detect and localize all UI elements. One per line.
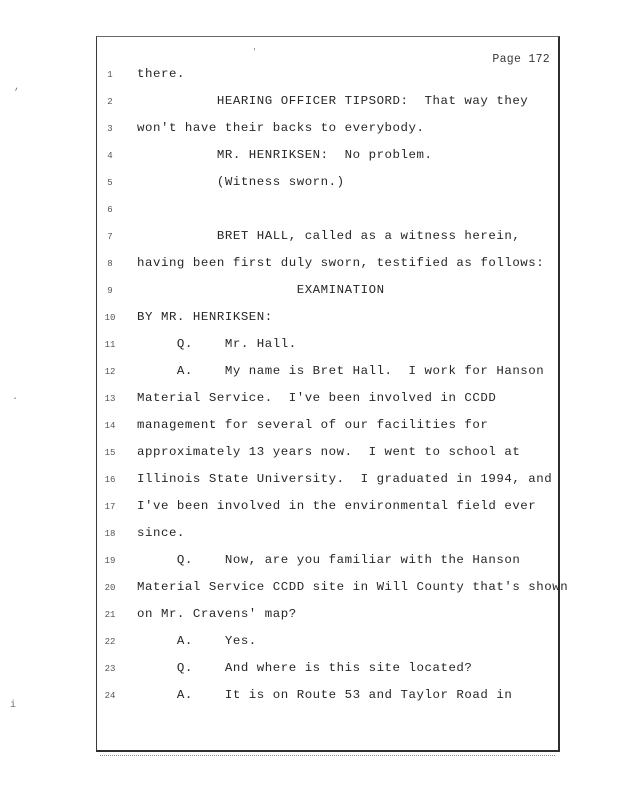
line-text: Q. And where is this site located? xyxy=(137,661,473,675)
line-text: Material Service. I've been involved in CCDD xyxy=(137,391,497,405)
line-text: BY MR. HENRIKSEN: xyxy=(137,310,273,324)
transcript-line xyxy=(0,687,618,707)
transcript-line xyxy=(0,579,618,599)
line-text: A. My name is Bret Hall. I work for Hanson xyxy=(137,364,545,378)
line-text: won't have their backs to everybody. xyxy=(137,121,425,135)
line-text: EXAMINATION xyxy=(137,283,385,297)
transcript-line xyxy=(0,228,618,248)
line-number: 1 xyxy=(107,70,113,80)
line-text: A. It is on Route 53 and Taylor Road in xyxy=(137,688,513,702)
page-number: Page 172 xyxy=(492,53,550,66)
line-text: since. xyxy=(137,526,185,540)
line-number: 24 xyxy=(104,691,116,701)
line-number: 3 xyxy=(107,124,113,134)
line-text: Material Service CCDD site in Will County that's shown xyxy=(137,580,569,594)
transcript-line xyxy=(0,201,618,221)
line-number: 14 xyxy=(104,421,116,431)
transcript-line xyxy=(0,66,618,86)
line-text: HEARING OFFICER TIPSORD: That way they xyxy=(137,94,529,108)
transcript-line xyxy=(0,120,618,140)
line-text: there. xyxy=(137,67,185,81)
line-number: 9 xyxy=(107,286,113,296)
line-number: 10 xyxy=(104,313,116,323)
transcript-line xyxy=(0,174,618,194)
transcript-line xyxy=(0,309,618,329)
line-text: Q. Mr. Hall. xyxy=(137,337,297,351)
line-text: on Mr. Cravens' map? xyxy=(137,607,297,621)
line-number: 18 xyxy=(104,529,116,539)
line-number: 21 xyxy=(104,610,116,620)
transcript-line xyxy=(0,606,618,626)
transcript-line xyxy=(0,93,618,113)
line-number: 12 xyxy=(104,367,116,377)
transcript-line xyxy=(0,363,618,383)
line-text: A. Yes. xyxy=(137,634,257,648)
scan-mark: ' xyxy=(252,48,257,57)
transcript-line xyxy=(0,336,618,356)
bottom-rule xyxy=(100,755,555,757)
transcript-line xyxy=(0,255,618,275)
line-number: 16 xyxy=(104,475,116,485)
line-text: BRET HALL, called as a witness herein, xyxy=(137,229,521,243)
margin-mark: . xyxy=(12,392,19,403)
line-text: (Witness sworn.) xyxy=(137,175,345,189)
line-number: 19 xyxy=(104,556,116,566)
line-number: 2 xyxy=(107,97,113,107)
transcript-line xyxy=(0,471,618,491)
line-number: 22 xyxy=(104,637,116,647)
transcript-line xyxy=(0,390,618,410)
line-text: management for several of our facilities for xyxy=(137,418,489,432)
line-number: 15 xyxy=(104,448,116,458)
line-number: 5 xyxy=(107,178,113,188)
transcript-line xyxy=(0,147,618,167)
line-number: 23 xyxy=(104,664,116,674)
transcript-line xyxy=(0,552,618,572)
line-number: 6 xyxy=(107,205,113,215)
line-text: Q. Now, are you familiar with the Hanson xyxy=(137,553,521,567)
line-text: having been first duly sworn, testified as follows: xyxy=(137,256,545,270)
line-text: I've been involved in the environmental field ever xyxy=(137,499,537,513)
line-number: 17 xyxy=(104,502,116,512)
transcript-line xyxy=(0,633,618,653)
line-number: 13 xyxy=(104,394,116,404)
transcript-line xyxy=(0,525,618,545)
transcript-line xyxy=(0,417,618,437)
line-number: 7 xyxy=(107,232,113,242)
line-number: 20 xyxy=(104,583,116,593)
line-number: 11 xyxy=(104,340,116,350)
line-number: 8 xyxy=(107,259,113,269)
margin-mark: i xyxy=(10,700,17,711)
line-text: MR. HENRIKSEN: No problem. xyxy=(137,148,433,162)
line-text: approximately 13 years now. I went to school at xyxy=(137,445,521,459)
transcript-line xyxy=(0,498,618,518)
line-text: Illinois State University. I graduated in 1994, and xyxy=(137,472,553,486)
margin-mark: , xyxy=(14,82,21,93)
transcript-line xyxy=(0,282,618,302)
transcript-line xyxy=(0,660,618,680)
line-number: 4 xyxy=(107,151,113,161)
transcript-line xyxy=(0,444,618,464)
